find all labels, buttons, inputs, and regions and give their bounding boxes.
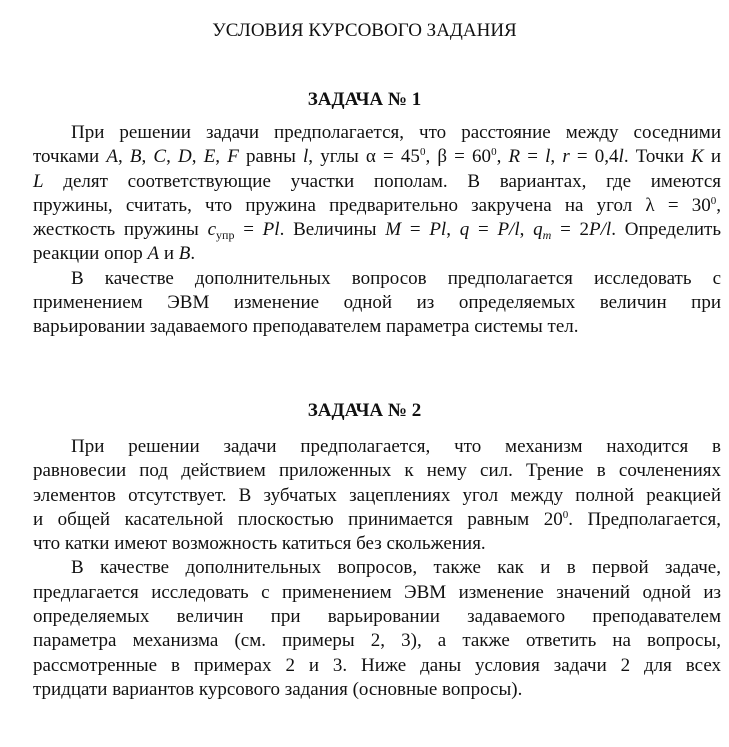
- italic-symbol: l: [618, 146, 624, 168]
- text-segment: . Предполагается,: [568, 508, 721, 530]
- text-segment: и: [703, 146, 722, 168]
- italic-symbol: B: [129, 146, 142, 168]
- text-line: [33, 121, 721, 145]
- text-line: [33, 484, 721, 508]
- text-line: [33, 508, 721, 532]
- text-segment: пружины, считать, что пружина предварительно закручена на угол λ = 30: [33, 194, 711, 216]
- text-segment: =: [520, 146, 546, 168]
- text-segment: , углы α = 45: [308, 146, 420, 168]
- text-segment: равновесии под действием приложенных к нему сил. Трение в сочленениях: [33, 460, 721, 482]
- text-segment: = 0,4: [569, 146, 619, 168]
- text-segment: точками: [33, 146, 107, 168]
- italic-symbol: L: [33, 170, 44, 192]
- text-segment: , β = 60: [425, 146, 492, 168]
- text-segment: При решении задачи предполагается, что расстояние между соседними: [71, 122, 721, 143]
- text-segment: предлагается исследовать с применением ЭВМ изменение значений одной из: [33, 581, 721, 603]
- text-segment: = 2: [551, 219, 590, 241]
- text-segment: реакции опор: [33, 243, 148, 265]
- text-segment: ,: [519, 219, 534, 241]
- text-segment: варьировании задаваемого преподавателем параметра системы тел.: [33, 316, 579, 338]
- text-segment: элементов отсутствует. В зубчатых зацеплениях угол между полной реакцией: [33, 484, 721, 506]
- text-line: [33, 581, 721, 605]
- text-line: [33, 194, 721, 218]
- italic-symbol: r: [562, 146, 570, 168]
- italic-symbol: Pl: [429, 219, 447, 241]
- italic-symbol: q: [533, 219, 543, 241]
- italic-symbol: K: [691, 146, 704, 168]
- text-segment: что катки имеют возможность катиться без скольжения.: [33, 533, 486, 555]
- text-segment: тридцати вариантов курсового задания (основные вопросы).: [33, 678, 523, 700]
- text-line: [33, 654, 721, 678]
- text-line: [33, 459, 721, 483]
- text-segment: рассмотренные в примерах 2 и 3. Ниже даны условия задачи 2 для всех: [33, 654, 721, 676]
- italic-symbol: B: [178, 243, 191, 265]
- task1-text: [33, 121, 721, 340]
- text-line: [33, 678, 721, 702]
- text-line: [33, 145, 721, 169]
- text-segment: и: [159, 243, 179, 265]
- superscript: 0: [419, 146, 426, 159]
- text-line: [33, 170, 721, 194]
- text-segment: определяемых величин при варьировании задаваемого преподавателем: [33, 606, 721, 628]
- text-line: [33, 291, 721, 315]
- text-segment: ,: [550, 146, 563, 168]
- italic-symbol: D: [178, 146, 192, 168]
- text-segment: В качестве дополнительных вопросов предполагается исследовать с: [71, 267, 721, 289]
- text-segment: . Величины: [279, 219, 386, 241]
- task2-heading: ЗАДАЧА № 2: [307, 400, 422, 421]
- italic-symbol: M: [385, 219, 402, 241]
- text-segment: При решении задачи предполагается, что механизм находится в: [71, 436, 721, 457]
- text-segment: ,: [141, 146, 154, 168]
- text-line: [33, 629, 721, 653]
- text-segment: . Точки: [623, 146, 692, 168]
- italic-symbol: F: [227, 146, 239, 168]
- superscript: 0: [491, 146, 497, 159]
- subscript: m: [542, 228, 552, 243]
- text-segment: параметра механизма (см. примеры 2, 3), а также ответить на вопросы,: [33, 630, 721, 652]
- text-segment: В качестве дополнительных вопросов, также как и в первой задаче,: [71, 557, 721, 579]
- italic-symbol: P/l: [589, 219, 612, 241]
- text-segment: и общей касательной плоскостью принимается равным 20: [33, 508, 563, 530]
- text-segment: =: [469, 219, 498, 241]
- text-segment: =: [401, 219, 430, 241]
- italic-symbol: q: [459, 219, 470, 241]
- italic-symbol: A: [147, 243, 160, 265]
- text-line: [33, 435, 721, 459]
- text-segment: ,: [446, 219, 460, 241]
- italic-symbol: Pl: [262, 219, 280, 241]
- text-segment: ,: [496, 146, 509, 168]
- subscript: упр: [216, 228, 235, 243]
- italic-symbol: A: [106, 146, 118, 168]
- italic-symbol: E: [203, 146, 216, 168]
- text-line: [33, 605, 721, 629]
- text-segment: делят соответствующие участки пополам. В вариантах, где имеются: [43, 170, 721, 192]
- superscript: 0: [562, 508, 569, 521]
- text-segment: .: [190, 243, 196, 265]
- task2-text: [33, 435, 721, 702]
- text-segment: жесткость пружины: [33, 219, 208, 241]
- text-line: [33, 315, 721, 339]
- italic-symbol: C: [153, 146, 167, 168]
- italic-symbol: P/l: [497, 219, 520, 241]
- text-segment: ,: [117, 146, 130, 168]
- italic-symbol: l: [303, 146, 309, 168]
- text-line: [33, 532, 721, 556]
- page-title: УСЛОВИЯ КУРСОВОГО ЗАДАНИЯ: [212, 20, 517, 41]
- text-segment: . Определить: [611, 219, 722, 241]
- italic-symbol: R: [508, 146, 521, 168]
- italic-symbol: c: [207, 219, 217, 241]
- text-line: [33, 218, 721, 242]
- text-line: [33, 267, 721, 291]
- text-segment: применением ЭВМ изменение одной из определяемых величин при: [33, 292, 721, 314]
- text-segment: ,: [166, 146, 179, 168]
- text-segment: ,: [716, 194, 721, 216]
- text-line: [33, 242, 721, 266]
- italic-symbol: l: [545, 146, 551, 168]
- superscript: 0: [710, 194, 717, 207]
- text-line: [33, 556, 721, 580]
- text-segment: =: [234, 219, 263, 241]
- task1-heading: ЗАДАЧА № 1: [307, 89, 422, 110]
- text-segment: ,: [191, 146, 204, 168]
- text-segment: ,: [215, 146, 228, 168]
- text-segment: равны: [238, 146, 303, 168]
